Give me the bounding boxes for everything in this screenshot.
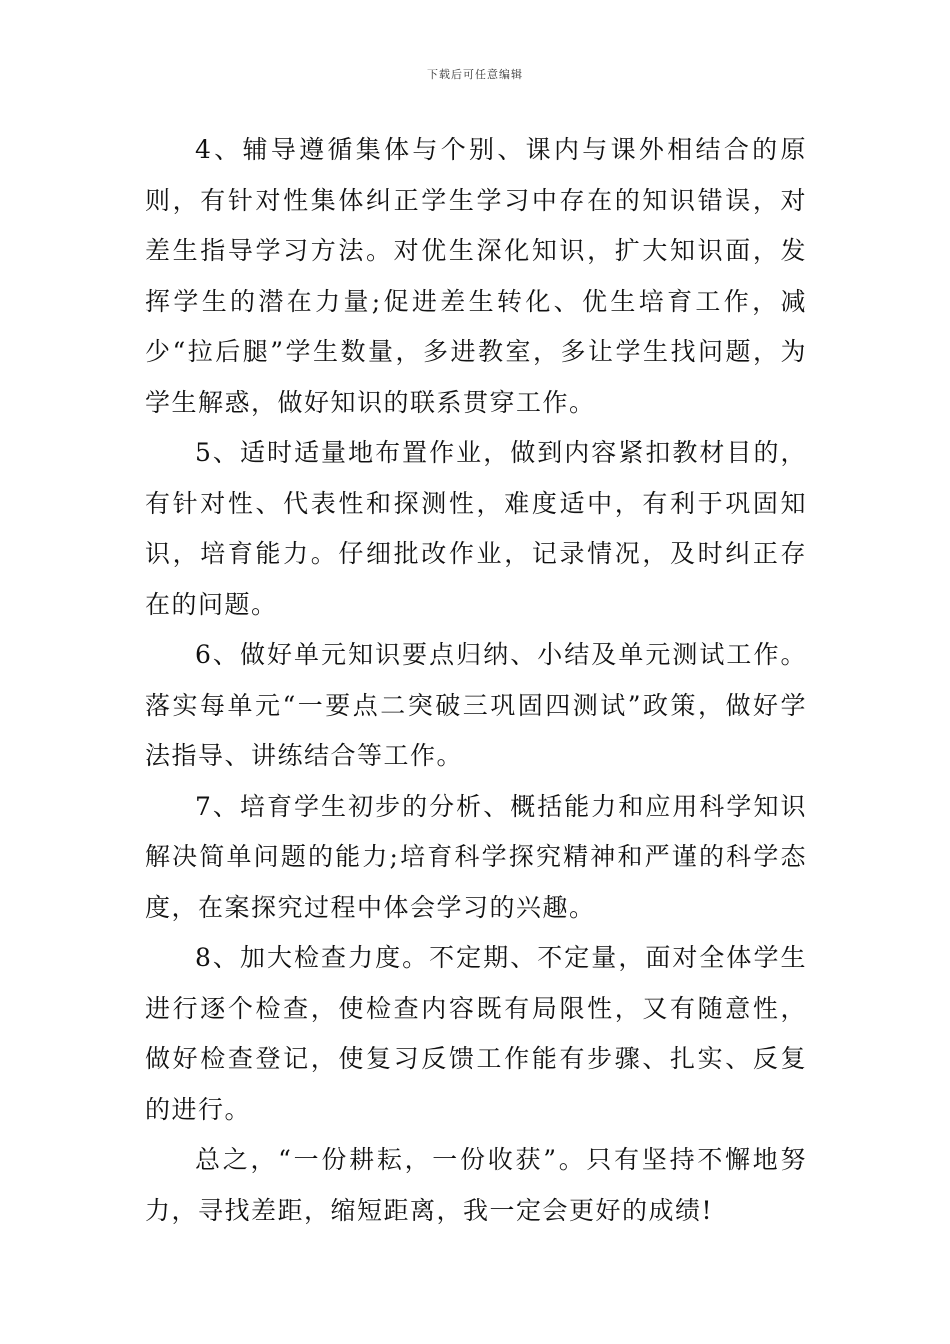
paragraph-item-8: 8、加大检查力度。不定期、不定量，面对全体学生进行逐个检查，使检查内容既有局限性，又有随意性，做好检查登记，使复习反馈工作能有步骤、扎实、反复的进行。: [145, 943, 807, 1124]
paragraph-item-4: 4、辅导遵循集体与个别、课内与课外相结合的原则，有针对性集体纠正学生学习中存在的知识错误，对差生指导学习方法。对优生深化知识，扩大知识面，发挥学生的潜在力量;促进差生转化、优生培育工作，减少“拉后腿”学生数量，多进教室，多让学生找问题，为学生解惑，做好知识的联系贯穿工作。: [145, 135, 807, 417]
page-header: 下载后可任意编辑: [427, 68, 523, 81]
document-body: [145, 125, 807, 1236]
paragraph-item-6: 6、做好单元知识要点归纳、小结及单元测试工作。落实每单元“一要点二突破三巩固四测试”政策，做好学法指导、讲练结合等工作。: [145, 640, 807, 770]
paragraph-item-7: 7、培育学生初步的分析、概括能力和应用科学知识解决简单问题的能力;培育科学探究精神和严谨的科学态度，在案探究过程中体会学习的兴趣。: [145, 791, 807, 922]
paragraph-item-5: 5、适时适量地布置作业，做到内容紧扣教材目的，有针对性、代表性和探测性，难度适中，有利于巩固知识，培育能力。仔细批改作业，记录情况，及时纠正存在的问题。: [145, 438, 807, 619]
paragraph-conclusion: 总之，“一份耕耘，一份收获”。只有坚持不懈地努力，寻找差距，缩短距离，我一定会更好的成绩!: [145, 1145, 807, 1225]
